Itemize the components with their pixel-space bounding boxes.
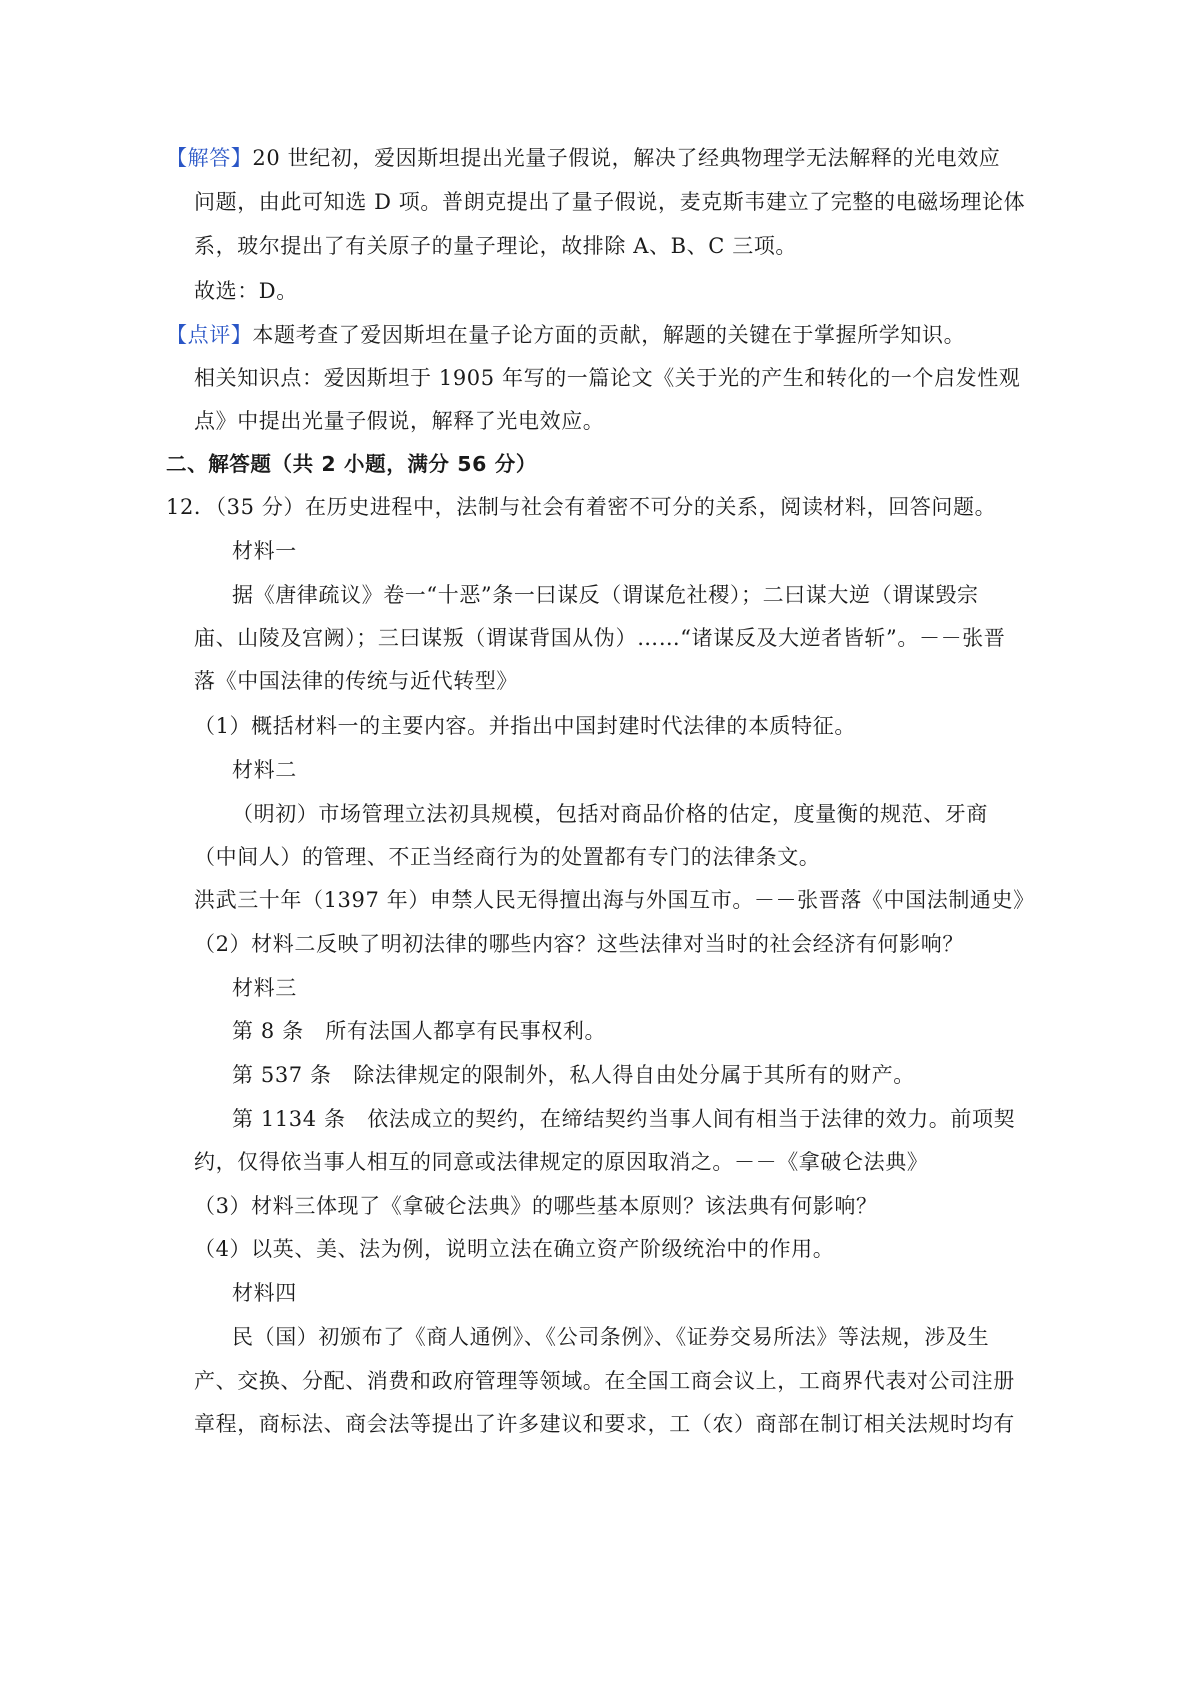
material-2-line-3: 洪武三十年（1397 年）申禁人民无得擅出海与外国互市。－－张晋落《中国法制通史》 bbox=[194, 888, 1035, 912]
question-4: （4）以英、美、法为例，说明立法在确立资产阶级统治中的作用。 bbox=[194, 1237, 835, 1261]
question-12-stem: 12．（35 分）在历史进程中，法制与社会有着密不可分的关系，阅读材料，回答问题。 bbox=[166, 495, 997, 519]
material-4-line-1: 民（国）初颁布了《商人通例》、《公司条例》、《证券交易所法》等法规，涉及生 bbox=[232, 1325, 990, 1349]
related-line-2: 点》中提出光量子假说，解释了光电效应。 bbox=[194, 409, 605, 433]
material-1-line-1: 据《唐律疏议》卷一“十恶”条一曰谋反（谓谋危社稷）；二曰谋大逆（谓谋毁宗 bbox=[232, 583, 979, 607]
question-2: （2）材料二反映了明初法律的哪些内容？这些法律对当时的社会经济有何影响？ bbox=[194, 932, 964, 956]
material-1-line-3: 落《中国法律的传统与近代转型》 bbox=[194, 669, 518, 693]
question-3: （3）材料三体现了《拿破仑法典》的哪些基本原则？该法典有何影响？ bbox=[194, 1194, 878, 1218]
material-4-line-2: 产、交换、分配、消费和政府管理等领域。在全国工商会议上，工商界代表对公司注册 bbox=[194, 1369, 1015, 1393]
choice-line: 故选：D。 bbox=[194, 279, 298, 303]
section-heading: 二、解答题（共 2 小题，满分 56 分） bbox=[166, 452, 537, 476]
answer-text-1: 20 世纪初，爱因斯坦提出光量子假说，解决了经典物理学无法解释的光电效应 bbox=[252, 146, 1001, 170]
answer-line-1 bbox=[166, 143, 1000, 173]
material-1-line-2: 庙、山陵及宫阙）；三曰谋叛（谓谋背国从伪）……“诸谋反及大逆者皆斩”。－－张晋 bbox=[194, 626, 1006, 650]
answer-tag: 【解答】 bbox=[166, 146, 253, 170]
answer-line-2: 问题，由此可知选 D 项。普朗克提出了量子假说，麦克斯韦建立了完整的电磁场理论体 bbox=[194, 190, 1026, 214]
material-2-line-2: （中间人）的管理、不正当经商行为的处置都有专门的法律条文。 bbox=[194, 845, 821, 869]
material-2-title: 材料二 bbox=[232, 758, 297, 782]
related-line-1: 相关知识点：爱因斯坦于 1905 年写的一篇论文《关于光的产生和转化的一个启发性观 bbox=[194, 366, 1021, 390]
material-3-title: 材料三 bbox=[232, 976, 297, 1000]
question-1: （1）概括材料一的主要内容。并指出中国封建时代法律的本质特征。 bbox=[194, 714, 856, 738]
comment-line bbox=[166, 320, 965, 350]
material-4-title: 材料四 bbox=[232, 1281, 297, 1305]
material-4-line-3: 章程，商标法、商会法等提出了许多建议和要求，工（农）商部在制订相关法规时均有 bbox=[194, 1412, 1015, 1436]
comment-text: 本题考查了爱因斯坦在量子论方面的贡献，解题的关键在于掌握所学知识。 bbox=[252, 323, 966, 347]
material-3-line-1: 第 8 条 所有法国人都享有民事权利。 bbox=[232, 1019, 607, 1043]
answer-line-3: 系，玻尔提出了有关原子的量子理论，故排除 A、B、C 三项。 bbox=[194, 234, 798, 258]
material-3-line-4: 约，仅得依当事人相互的同意或法律规定的原因取消之。－－《拿破仑法典》 bbox=[194, 1150, 929, 1174]
material-2-line-1: （明初）市场管理立法初具规模，包括对商品价格的估定，度量衡的规范、牙商 bbox=[232, 802, 988, 826]
material-1-title: 材料一 bbox=[232, 539, 297, 563]
comment-tag: 【点评】 bbox=[166, 323, 253, 347]
material-3-line-2: 第 537 条 除法律规定的限制外，私人得自由处分属于其所有的财产。 bbox=[232, 1063, 915, 1087]
material-3-line-3: 第 1134 条 依法成立的契约，在缔结契约当事人间有相当于法律的效力。前项契 bbox=[232, 1107, 1016, 1131]
